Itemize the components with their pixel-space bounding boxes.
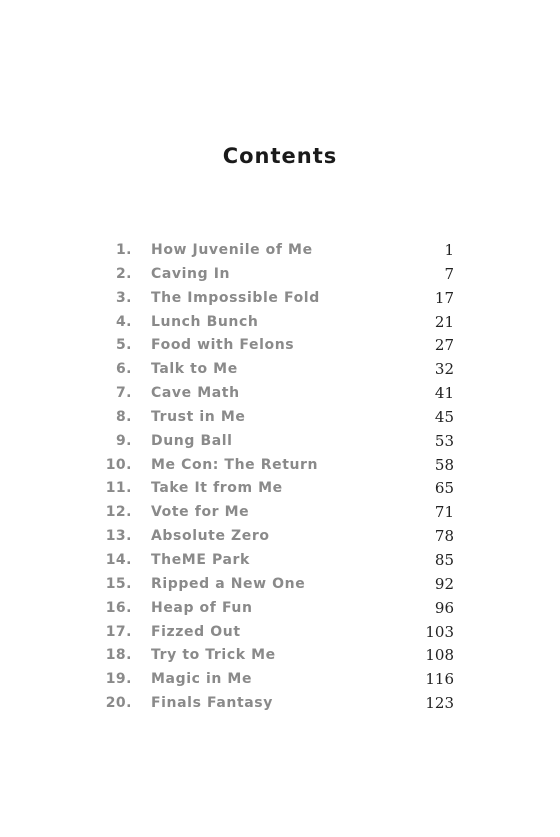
page-number: 116: [425, 670, 454, 689]
toc-entry: [0, 574, 560, 598]
chapter-number: 9.: [115, 432, 132, 449]
chapter-number: 3.: [115, 289, 132, 306]
toc-entry: [0, 550, 560, 574]
chapter-title: TheME Park: [151, 551, 250, 568]
chapter-title: Vote for Me: [151, 504, 250, 521]
chapter-title: Me Con: The Return: [151, 456, 319, 473]
chapter-number: 16.: [105, 599, 132, 616]
chapter-title: Ripped a New One: [151, 575, 306, 592]
page-title: Contents: [222, 144, 338, 168]
page-number: 71: [434, 503, 454, 522]
chapter-title: Cave Math: [151, 385, 240, 402]
page-number: 32: [434, 360, 454, 379]
page-number: 96: [434, 598, 454, 617]
chapter-title: Heap of Fun: [151, 599, 253, 616]
page-number: 85: [434, 550, 454, 569]
chapter-title: Absolute Zero: [151, 528, 270, 545]
chapter-title: Trust in Me: [151, 408, 246, 425]
chapter-number: 1.: [115, 242, 132, 258]
chapter-title: Caving In: [151, 265, 231, 282]
chapter-title: How Juvenile of Me: [151, 242, 313, 258]
page-number: 21: [434, 312, 454, 331]
toc-entry: [0, 693, 560, 717]
chapter-number: 10.: [105, 456, 132, 473]
toc-entry: [0, 645, 560, 669]
chapter-number: 14.: [105, 551, 132, 568]
chapter-number: 8.: [115, 408, 132, 425]
chapter-number: 13.: [105, 528, 132, 545]
toc-entry: [0, 335, 560, 359]
chapter-number: 20.: [105, 695, 132, 712]
toc-entry: [0, 598, 560, 622]
toc-entry: [0, 431, 560, 455]
chapter-title: The Impossible Fold: [151, 289, 320, 306]
chapter-number: 2.: [115, 265, 132, 282]
page-number: 53: [434, 431, 454, 450]
toc-entry: [0, 526, 560, 550]
toc-entry: [0, 383, 560, 407]
toc-entry: [0, 359, 560, 383]
chapter-number: 5.: [115, 337, 132, 354]
page-number: 123: [425, 694, 454, 713]
toc-entry: [0, 407, 560, 431]
page-number: 108: [425, 646, 454, 665]
page-number: 103: [425, 622, 454, 641]
toc-entry: [0, 312, 560, 336]
chapter-number: 19.: [105, 671, 132, 688]
chapter-number: 17.: [105, 623, 132, 640]
toc-entry: [0, 240, 560, 264]
page-number: 65: [434, 479, 454, 498]
chapter-number: 15.: [105, 575, 132, 592]
page-number: 1: [444, 241, 454, 259]
chapter-number: 18.: [105, 647, 132, 664]
page-number: 92: [434, 574, 454, 593]
chapter-title: Fizzed Out: [151, 623, 241, 640]
chapter-number: 11.: [105, 480, 132, 497]
page-number: 45: [434, 407, 454, 426]
chapter-number: 7.: [115, 385, 132, 402]
chapter-title: Finals Fantasy: [151, 695, 273, 712]
chapter-title: Dung Ball: [151, 432, 233, 449]
toc-entry: [0, 622, 560, 646]
toc-entry: [0, 264, 560, 288]
chapter-title: Try to Trick Me: [151, 647, 276, 664]
chapter-title: Food with Felons: [151, 337, 295, 354]
chapter-title: Magic in Me: [151, 671, 253, 688]
toc-entry: [0, 455, 560, 479]
table-of-contents: [0, 240, 560, 717]
chapter-number: 6.: [115, 361, 132, 378]
toc-entry: [0, 669, 560, 693]
toc-entry: [0, 288, 560, 312]
toc-entry: [0, 478, 560, 502]
chapter-title: Lunch Bunch: [151, 313, 259, 330]
toc-entry: [0, 502, 560, 526]
chapter-number: 4.: [115, 313, 132, 330]
page-number: 17: [434, 288, 454, 307]
page-number: 58: [434, 455, 454, 474]
page-number: 78: [434, 527, 454, 546]
page-number: 41: [434, 384, 454, 403]
page-number: 27: [434, 336, 454, 355]
page-number: 7: [444, 264, 454, 283]
chapter-title: Take It from Me: [151, 480, 283, 497]
chapter-title: Talk to Me: [151, 361, 238, 378]
chapter-number: 12.: [105, 504, 132, 521]
